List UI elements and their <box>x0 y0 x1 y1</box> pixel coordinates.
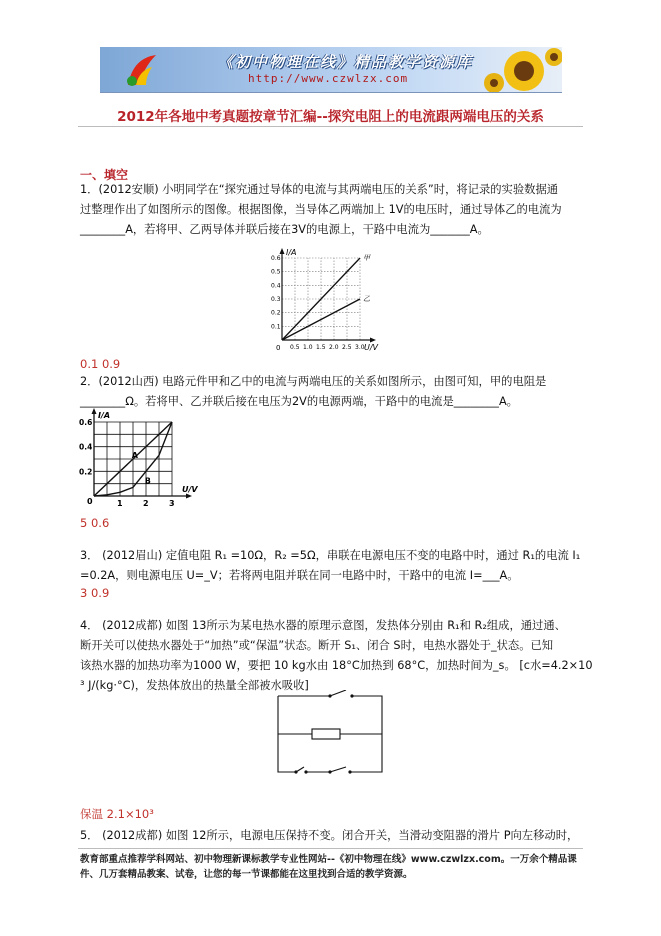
q1-y-tick-label: 0.4 <box>271 282 281 290</box>
q1-x-tick-label: 2.5 <box>342 344 352 351</box>
q1-line3: ________A，若将甲、乙两导体并联后接在3V的电源上，干路中电流为_______A。 <box>80 223 489 236</box>
q2-iu-graph <box>78 408 202 510</box>
header-banner <box>100 47 562 93</box>
q2-answer: 5 0.6 <box>80 516 110 530</box>
q1-origin-label: 0 <box>276 344 281 352</box>
switch-s1-icon <box>330 690 346 696</box>
q1-line2: 过整理作出了如图所示的图像。根据图像，当导体乙两端加上 1V的电压时，通过导体乙的电流为 <box>80 203 562 216</box>
q4-line3: 该热水器的加热功率为1000 W，要把 10 kg水由 18°C加热到 68°C，加热时间为_s。 [c水=4.2×10 <box>80 659 593 672</box>
q2-x-tick-label: 3 <box>169 499 175 508</box>
q1-x-axis-label: U/V <box>364 343 379 352</box>
q2-series-label-b: B <box>144 476 151 486</box>
q2-origin-label: 0 <box>87 497 93 506</box>
section-heading: 一、填空 <box>80 168 129 182</box>
q4-answer: 保温 2.1×10³ <box>80 807 154 821</box>
q2-x-axis-label: U/V <box>182 485 198 494</box>
q1-line1: 1．(2012安顺) 小明同学在“探究通过导体的电流与其两端电压的关系”时，将记录的实验数据通 <box>80 183 559 196</box>
banner-url[interactable]: http://www.czwlzx.com <box>248 72 409 85</box>
q1-series-label: 乙 <box>363 295 370 303</box>
q2-y-tick-label: 0.4 <box>79 442 93 452</box>
q1-x-tick-label: 1.5 <box>316 344 326 351</box>
q1-y-tick-label: 0.1 <box>271 323 281 331</box>
q4-line2: 断开关可以使热水器处于“加热”或“保温”状态。断开 S₁、闭合 S时，电热水器处于_状态。已知 <box>80 639 554 652</box>
q2-series-label-a: A <box>131 450 138 460</box>
q1-x-tick-label: 2.0 <box>329 344 339 351</box>
q4-line4: ³ J/(kg·°C)，发热体放出的热量全部被水吸收] <box>80 679 309 692</box>
q2-x-arrow-icon <box>186 494 192 499</box>
q1-y-arrow-icon <box>280 248 285 254</box>
q2-line1: 2．(2012山西) 电路元件甲和乙中的电流与两端电压的关系如图所示，由图可知，甲的电阻是 <box>80 375 547 388</box>
switch-s2-icon <box>330 767 346 772</box>
footer-line2: 件、几万套精品教案、试卷，让您的每一节课都能在这里找到合适的教学资源。 <box>80 869 413 880</box>
q2-x-tick-label: 1 <box>117 499 123 508</box>
page-footer <box>80 852 590 882</box>
q1-answer: 0.1 0.9 <box>80 357 121 371</box>
q1-x-tick-label: 3.0 <box>355 344 365 351</box>
banner-title: 《初中物理在线》精品教学资源库 <box>218 53 474 71</box>
q2-y-arrow-icon <box>92 408 97 414</box>
q2-x-tick-label: 2 <box>143 499 149 508</box>
q1-iu-graph <box>252 246 384 352</box>
q2-y-tick-label: 0.6 <box>79 418 93 427</box>
q2-y-tick-label: 0.2 <box>79 467 93 477</box>
sunflower-icon <box>480 47 562 92</box>
q1-y-tick-label: 0.5 <box>271 268 281 276</box>
q1-series-label: 甲 <box>363 254 370 262</box>
resistor-icon <box>312 729 340 739</box>
q3-answer: 3 0.9 <box>80 586 110 600</box>
q1-y-tick-label: 0.6 <box>271 255 281 262</box>
q1-y-tick-label: 0.3 <box>271 296 281 303</box>
q3-line2: =0.2A，则电源电压 U=_V；若将两电阻并联在同一电路中时，干路中的电流 I=___A。 <box>80 569 519 582</box>
q1-x-tick-label: 0.5 <box>290 344 300 351</box>
q2-line2: ________Ω。若将甲、乙并联后接在电压为2V的电源两端，干路中的电流是________A。 <box>80 395 518 408</box>
footer-divider <box>78 848 583 849</box>
site-logo-icon <box>122 51 162 89</box>
document-title: 2012年各地中考真题按章节汇编--探究电阻上的电流跟两端电压的关系 <box>117 109 544 125</box>
footer-line1: 教育部重点推荐学科网站、初中物理新课标教学专业性网站--《初中物理在线》www.czwlzx.com。一万余个精品课 <box>80 854 577 865</box>
q5-line1: 5． (2012成都) 如图 12所示，电源电压保持不变。闭合开关，当滑动变阻器的滑片 P向左移动时， <box>80 829 579 842</box>
q4-line1: 4． (2012成都) 如图 13所示为某电热水器的原理示意图，发热体分别由 R₁和 R₂组成，通过通、 <box>80 619 566 632</box>
q3-line1: 3． (2012眉山) 定值电阻 R₁ =10Ω，R₂ =5Ω，串联在电源电压不变的电路中时，通过 R₁的电流 I₁ <box>80 549 581 562</box>
q2-y-axis-label: I/A <box>98 411 111 420</box>
q1-y-tick-label: 0.2 <box>271 309 281 317</box>
q1-y-axis-label: I/A <box>286 248 297 257</box>
q4-circuit-diagram <box>268 690 392 782</box>
q1-x-arrow-icon <box>370 338 376 343</box>
title-divider <box>78 126 583 127</box>
q1-x-tick-label: 1.0 <box>303 344 313 351</box>
